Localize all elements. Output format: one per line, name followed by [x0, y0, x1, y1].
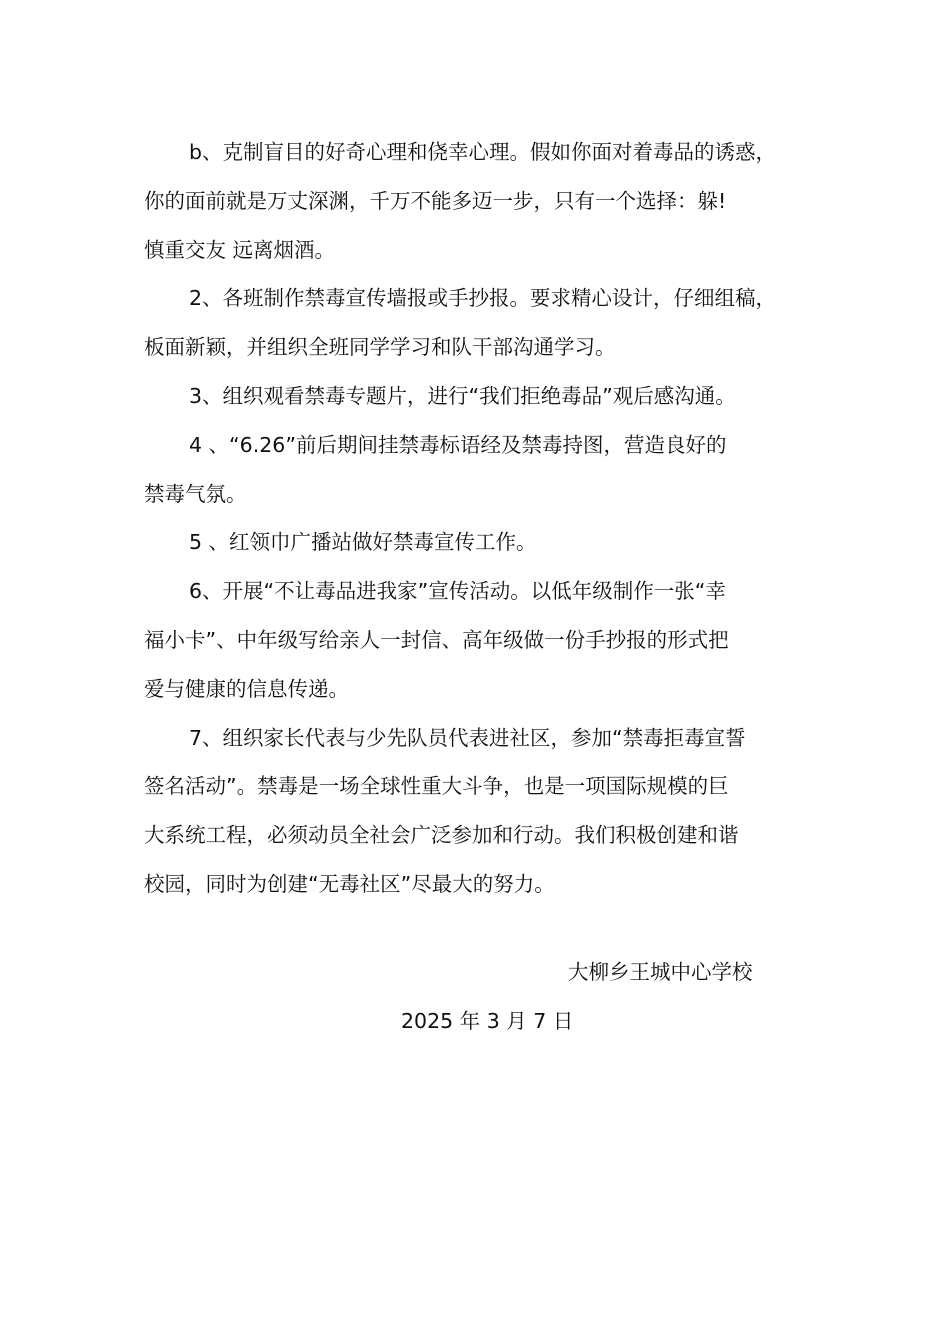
paragraph-line: 板面新颖，并组织全班同学学习和队干部沟通学习。: [144, 335, 616, 360]
paragraph-line: 4 、“6.26”前后期间挂禁毒标语经及禁毒持图，营造良好的: [189, 432, 727, 457]
paragraph-line: 3、组织观看禁毒专题片，进行“我们拒绝毒品”观后感沟通。: [189, 383, 736, 408]
paragraph-line: 校园，同时为创建“无毒社区”尽最大的努力。: [144, 871, 555, 896]
paragraph-line: 7、组织家长代表与少先队员代表进社区，参加“禁毒拒毒宣誓: [189, 725, 746, 750]
paragraph-line: 5 、红领巾广播站做好禁毒宣传工作。: [189, 530, 537, 555]
paragraph-line: b、克制盲目的好奇心理和侥幸心理。假如你面对着毒品的诱惑，: [189, 140, 777, 164]
paragraph-line: 爱与健康的信息传递。: [144, 676, 349, 701]
body-text: [144, 128, 824, 909]
paragraph-line: 你的面前就是万丈深渊，千万不能多迈一步，只有一个选择：躲!: [144, 188, 727, 213]
paragraph-line: 6、开展“不让毒品进我家”宣传活动。以低年级制作一张“幸: [189, 579, 726, 604]
paragraph-line: 慎重交友 远离烟酒。: [144, 237, 336, 262]
paragraph-line: 福小卡”、中年级写给亲人一封信、高年级做一份手抄报的形式把: [144, 627, 729, 652]
school-signature: 大柳乡王城中心学校: [568, 960, 753, 984]
document-date: 2025 年 3 月 7 日: [401, 1009, 574, 1033]
paragraph-line: 大系统工程，必须动员全社会广泛参加和行动。我们积极创建和谐: [144, 823, 739, 848]
paragraph-line: 2、各班制作禁毒宣传墙报或手抄报。要求精心设计，仔细组稿，: [189, 286, 777, 311]
paragraph-line: 签名活动”。禁毒是一场全球性重大斗争，也是一项国际规模的巨: [144, 774, 729, 799]
paragraph-line: 禁毒气氛。: [144, 481, 247, 506]
